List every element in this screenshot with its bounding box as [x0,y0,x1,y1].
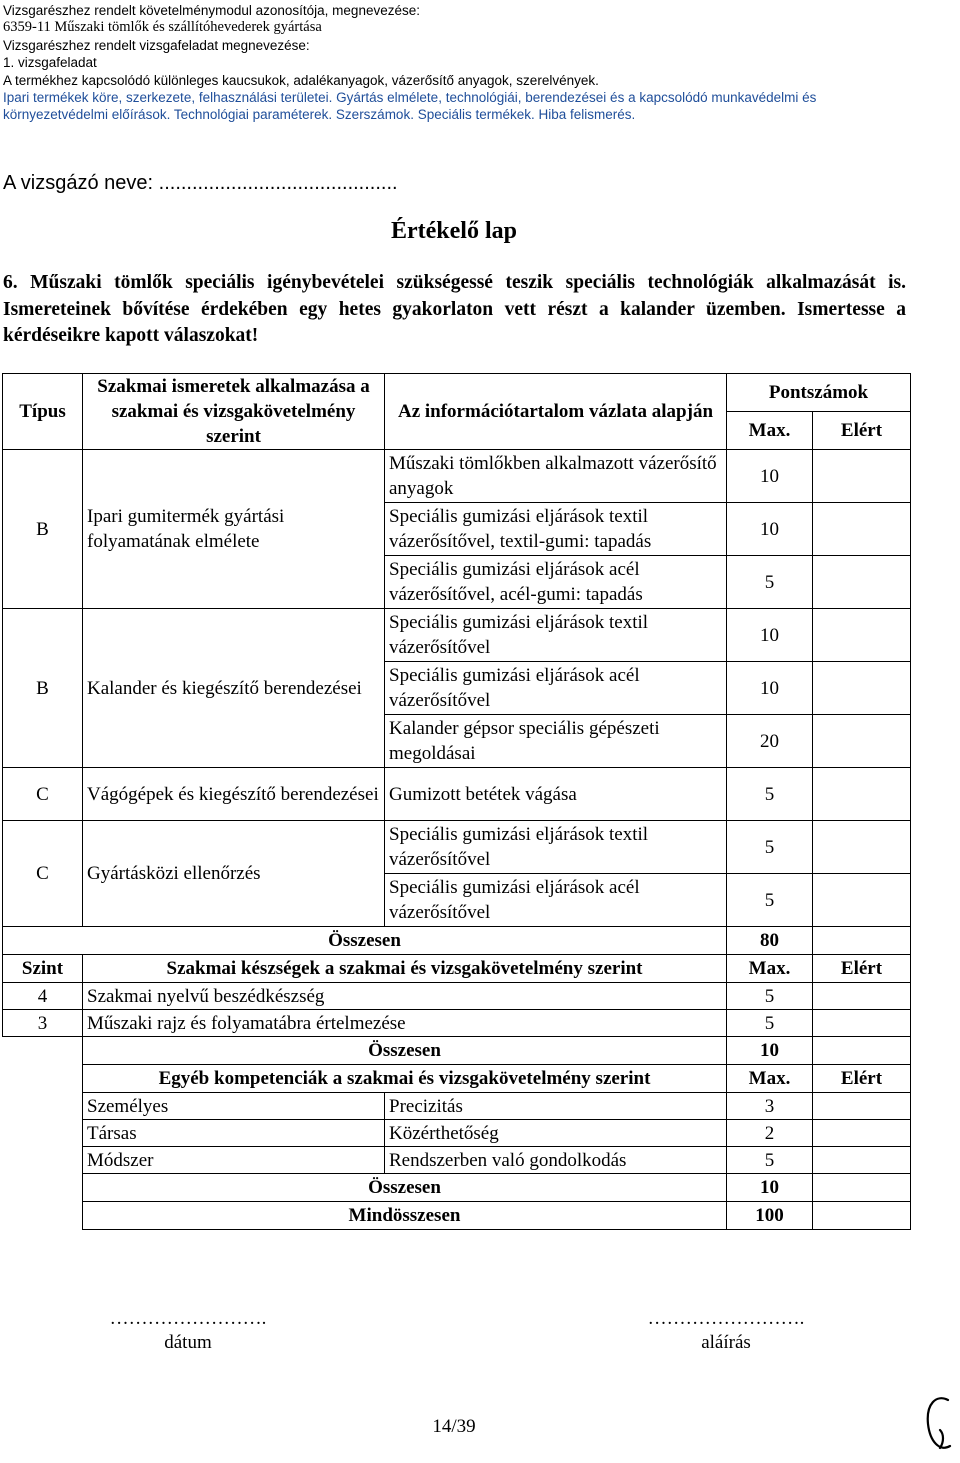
outline-cell: Speciális gumizási eljárások textil vázerősítővel, textil-gumi: tapadás [385,503,727,556]
document-header [3,2,953,124]
skill-item: Műszaki rajz és folyamatábra értelmezése [83,1010,727,1037]
other-item: Közérthetőség [385,1120,727,1147]
total-achieved[interactable] [813,927,911,955]
type-cell: B [3,450,83,609]
total-label: Összesen [3,927,727,955]
skill-level: 3 [3,1010,83,1037]
header-achieved: Elért [813,412,911,450]
max-cell: 10 [727,662,813,715]
topic-cell: Gyártásközi ellenőrzés [83,821,385,927]
other-max: 3 [727,1093,813,1120]
candidate-name-field: A vizsgázó neve: ........................................... [3,172,398,194]
header-line-4: 1. vizsgafeladat [3,55,97,71]
other-total-achieved[interactable] [813,1174,911,1202]
achieved-cell[interactable] [813,662,911,715]
table-row [3,1120,911,1147]
outline-cell: Speciális gumizási eljárások acél vázerősítővel [385,874,727,927]
table-row [3,1147,911,1174]
other-achieved[interactable] [813,1093,911,1120]
skills-header: Szakmai készségek a szakmai és vizsgakövetelmény szerint [83,955,727,983]
outline-cell: Speciális gumizási eljárások textil vázerősítővel [385,609,727,662]
max-cell: 10 [727,450,813,503]
max-cell: 5 [727,821,813,874]
header-knowledge: Szakmai ismeretek alkalmazása a szakmai és vizsgakövetelmény szerint [83,374,385,450]
outline-cell: Speciális gumizási eljárások textil vázerősítővel [385,821,727,874]
evaluation-table [2,373,911,1230]
sheet-title-text: Értékelő lap [391,218,517,244]
type-cell: B [3,609,83,768]
other-item: Precizitás [385,1093,727,1120]
achieved-cell[interactable] [813,503,911,556]
sheet-title [0,218,908,245]
skills-level-header: Szint [3,955,83,983]
other-max-header: Max. [727,1065,813,1093]
skill-level: 4 [3,983,83,1010]
other-category: Társas [83,1120,385,1147]
achieved-cell[interactable] [813,450,911,503]
signature-line: ……………………. [647,1308,805,1329]
topic-cell: Vágógépek és kiegészítő berendezései [83,768,385,821]
other-total-max: 10 [727,1174,813,1202]
achieved-cell[interactable] [813,715,911,768]
skills-total-max: 10 [727,1037,813,1065]
other-category: Módszer [83,1147,385,1174]
achieved-cell[interactable] [813,821,911,874]
table-row [3,1010,911,1037]
outline-cell: Speciális gumizási eljárások acél vázerősítővel, acél-gumi: tapadás [385,556,727,609]
task-description: 6. Műszaki tömlők speciális igénybevételei szükségessé teszik speciális technológiák alkalmazását is. Ismereteinek bővítése érdekében egy hetes gyakorlaton vett részt a kalander üzemben. Ismertesse a kérdéseikre kapott válaszokat! [3,272,906,346]
outline-cell: Műszaki tömlőkben alkalmazott vázerősítő anyagok [385,450,727,503]
skill-max: 5 [727,1010,813,1037]
grand-total-label: Mindösszesen [83,1202,727,1230]
max-cell: 10 [727,503,813,556]
header-line-7: környezetvédelmi előírások. Technológiai paraméterek. Szerszámok. Speciális termékek. Hiba felismerés. [3,107,636,123]
topic-cell: Kalander és kiegészítő berendezései [83,609,385,768]
max-cell: 5 [727,768,813,821]
header-line-5: A termékhez kapcsolódó különleges kaucsukok, adalékanyagok, vázerősítő anyagok, szerelvények. [3,72,599,88]
other-total-row [3,1174,911,1202]
header-max: Max. [727,412,813,450]
table-row [3,768,911,821]
other-item: Rendszerben való gondolkodás [385,1147,727,1174]
outline-cell: Kalander gépsor speciális gépészeti megoldásai [385,715,727,768]
skills-total-achieved[interactable] [813,1037,911,1065]
skill-achieved[interactable] [813,983,911,1010]
other-category: Személyes [83,1093,385,1120]
other-achieved[interactable] [813,1147,911,1174]
table-row [3,450,911,503]
header-line-1: Vizsgarészhez rendelt követelménymodul azonosítója, megnevezése: [3,3,420,18]
grand-total-row [3,1202,911,1230]
other-total-label: Összesen [83,1174,727,1202]
other-max: 2 [727,1120,813,1147]
achieved-cell[interactable] [813,768,911,821]
signature-label: aláírás [701,1332,751,1353]
header-outline: Az információtartalom vázlata alapján [385,374,727,450]
other-achieved[interactable] [813,1120,911,1147]
header-type: Típus [3,374,83,450]
outline-cell: Speciális gumizási eljárások acél vázerősítővel [385,662,727,715]
type-cell: C [3,768,83,821]
skills-max-header: Max. [727,955,813,983]
signature-block [598,1308,854,1354]
other-achieved-header: Elért [813,1065,911,1093]
date-line: ……………………. [109,1308,267,1329]
table-row [3,1093,911,1120]
handwritten-initial-icon [918,1390,956,1460]
table-row [3,983,911,1010]
type-cell: C [3,821,83,927]
other-max: 5 [727,1147,813,1174]
other-header: Egyéb kompetenciák a szakmai és vizsgakövetelmény szerint [83,1065,727,1093]
total-row [3,927,911,955]
table-row [3,609,911,662]
header-line-3: Vizsgarészhez rendelt vizsgafeladat megnevezése: [3,37,310,53]
skills-total-label: Összesen [83,1037,727,1065]
header-line-2: 6359-11 Műszaki tömlők és szállítóhevederek gyártása [3,19,322,36]
skill-item: Szakmai nyelvű beszédkészség [83,983,727,1010]
date-block [60,1308,316,1354]
skill-achieved[interactable] [813,1010,911,1037]
skills-achieved-header: Elért [813,955,911,983]
skills-total-row [3,1037,911,1065]
max-cell: 5 [727,556,813,609]
achieved-cell[interactable] [813,556,911,609]
header-line-6: Ipari termékek köre, szerkezete, felhasználási területei. Gyártás elmélete, technológiái, berendezései és a kapcsolódó munkavédelmi és [3,90,817,106]
total-max: 80 [727,927,813,955]
empty-left-cell [3,1037,83,1230]
page-number: 14/39 [432,1416,476,1437]
table-row [3,821,911,874]
skills-header-row [3,955,911,983]
max-cell: 5 [727,874,813,927]
achieved-cell[interactable] [813,874,911,927]
other-header-row [3,1065,911,1093]
achieved-cell[interactable] [813,609,911,662]
max-cell: 20 [727,715,813,768]
header-points: Pontszámok [727,374,911,412]
grand-total-max: 100 [727,1202,813,1230]
topic-cell: Ipari gumitermék gyártási folyamatának elmélete [83,450,385,609]
skill-max: 5 [727,983,813,1010]
date-label: dátum [164,1332,212,1353]
table-header-row-1 [3,374,911,412]
grand-total-achieved[interactable] [813,1202,911,1230]
outline-cell: Gumizott betétek vágása [385,768,727,821]
max-cell: 10 [727,609,813,662]
